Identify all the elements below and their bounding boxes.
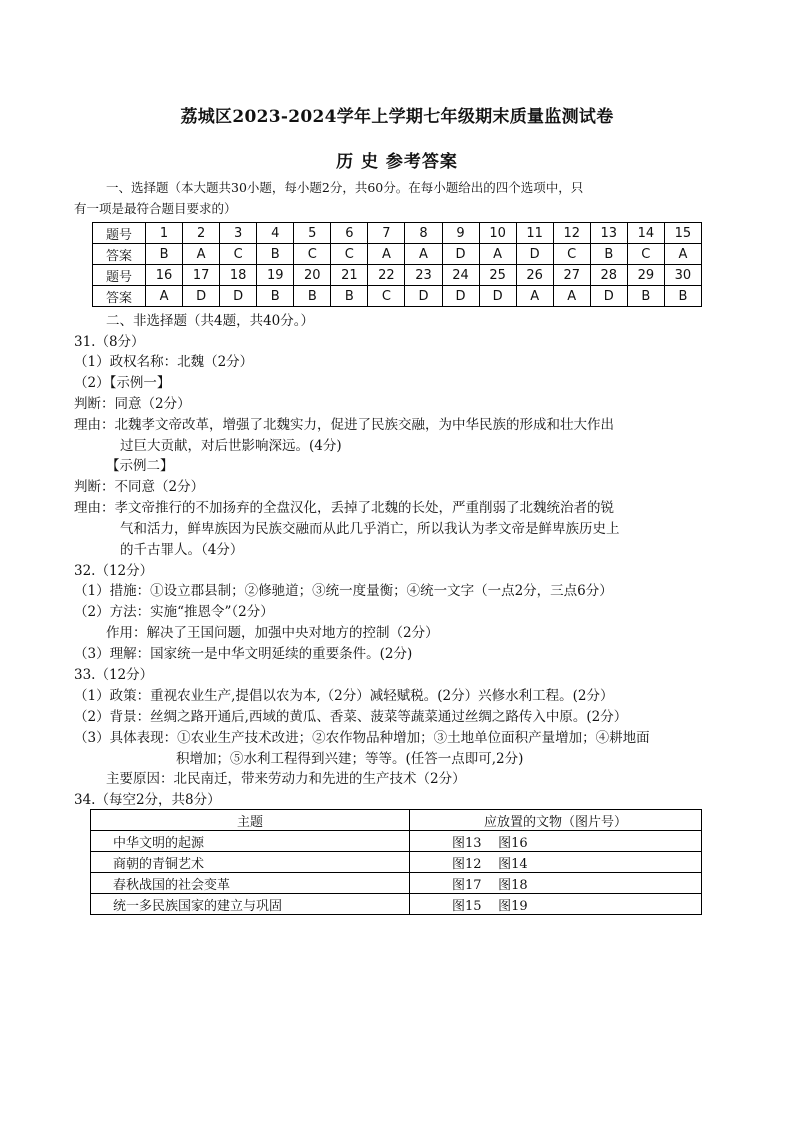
section1-instruction-line1: 一、选择题（本大题共30小题，每小题2分，共60分。在每小题给出的四个选项中，只 [106, 180, 584, 195]
ans-cell: D [220, 286, 257, 307]
ans-cell: A [479, 244, 516, 265]
num-cell: 1 [146, 223, 183, 244]
ans-cell: B [627, 286, 664, 307]
num-cell: 13 [590, 223, 627, 244]
ans-cell: B [331, 286, 368, 307]
question-number-row-2 [93, 265, 702, 286]
num-cell: 19 [257, 265, 294, 286]
ans-cell: D [590, 286, 627, 307]
ans-cell: A [368, 244, 405, 265]
answer-row-2 [93, 286, 702, 307]
num-cell: 15 [664, 223, 701, 244]
artifact-cell: 图12 图14 [410, 852, 702, 873]
q31-reason2-line1: 理由：孝文帝推行的不加扬弃的全盘汉化，丢掉了北魏的长处，严重削弱了北魏统治者的锐 [74, 500, 614, 516]
num-cell: 4 [257, 223, 294, 244]
q34-answer-table [90, 809, 702, 915]
ans-cell: A [183, 244, 220, 265]
num-cell: 6 [331, 223, 368, 244]
q32-part2-effect: 作用：解决了王国问题，加强中央对地方的控制（2分） [106, 625, 439, 641]
ans-cell: C [331, 244, 368, 265]
q33-part3-line2: 积增加；⑤水利工程得到兴建；等等。(任答一点即可,2分) [176, 751, 524, 767]
theme-cell: 中华文明的起源 [91, 831, 410, 852]
q32-part1: （1）措施：①设立郡县制；②修驰道；③统一度量衡；④统一文字（一点2分，三点6分） [74, 583, 613, 599]
q33-part2: （2）背景：丝绸之路开通后,西域的黄瓜、香菜、菠菜等蔬菜通过丝绸之路传入中原。(2分） [74, 709, 628, 725]
q31-part1: （1）政权名称：北魏（2分） [74, 354, 254, 370]
theme-cell: 春秋战国的社会变革 [91, 873, 410, 894]
table-header-row [91, 810, 702, 831]
q31-heading: 31.（8分） [74, 334, 145, 350]
q31-judge2: 判断：不同意（2分） [74, 479, 205, 495]
q31-judge1: 判断：同意（2分） [74, 396, 191, 412]
ans-cell: C [220, 244, 257, 265]
table-row [91, 894, 702, 915]
ans-cell: C [627, 244, 664, 265]
num-cell: 17 [183, 265, 220, 286]
q32-part2: （2）方法：实施“推恩令”（2分） [74, 604, 274, 620]
ans-cell: A [516, 286, 553, 307]
artifact-cell: 图15 图19 [410, 894, 702, 915]
num-cell: 20 [294, 265, 331, 286]
num-cell: 26 [516, 265, 553, 286]
num-cell: 25 [479, 265, 516, 286]
num-cell: 2 [183, 223, 220, 244]
ans-cell: D [516, 244, 553, 265]
q34-heading: 34.（每空2分，共8分） [74, 792, 221, 808]
ans-cell: C [368, 286, 405, 307]
num-cell: 7 [368, 223, 405, 244]
answer-row-1 [93, 244, 702, 265]
num-label-cell: 题号 [93, 223, 146, 244]
q32-part3: （3）理解：国家统一是中华文明延续的重要条件。(2分) [74, 646, 413, 662]
ans-label-cell: 答案 [93, 286, 146, 307]
num-cell: 22 [368, 265, 405, 286]
q33-heading: 33.（12分） [74, 667, 154, 683]
num-cell: 8 [405, 223, 442, 244]
ans-label-cell: 答案 [93, 244, 146, 265]
num-cell: 24 [442, 265, 479, 286]
ans-cell: B [294, 286, 331, 307]
theme-cell: 统一多民族国家的建立与巩固 [91, 894, 410, 915]
ans-cell: D [405, 286, 442, 307]
section1-instruction-line2: 有一项是最符合题目要求的） [74, 201, 237, 216]
num-cell: 21 [331, 265, 368, 286]
theme-cell: 商朝的青铜艺术 [91, 852, 410, 873]
num-cell: 9 [442, 223, 479, 244]
num-cell: 10 [479, 223, 516, 244]
num-cell: 27 [553, 265, 590, 286]
ans-cell: B [146, 244, 183, 265]
ans-cell: A [405, 244, 442, 265]
num-cell: 23 [405, 265, 442, 286]
ans-cell: B [257, 286, 294, 307]
page-subtitle: 历 史 参考答案 [336, 152, 458, 172]
ans-cell: A [664, 244, 701, 265]
num-cell: 28 [590, 265, 627, 286]
multiple-choice-answer-table [92, 222, 702, 307]
num-cell: 5 [294, 223, 331, 244]
table-row [91, 852, 702, 873]
ans-cell: A [146, 286, 183, 307]
num-cell: 29 [627, 265, 664, 286]
num-cell: 16 [146, 265, 183, 286]
section2-heading: 二、非选择题（共4题，共40分。） [106, 313, 315, 329]
num-cell: 3 [220, 223, 257, 244]
q33-part3-line1: （3）具体表现：①农业生产技术改进；②农作物品种增加；③土地单位面积产量增加；④耕地面 [74, 730, 650, 746]
q31-reason1-line1: 理由：北魏孝文帝改革，增强了北魏实力，促进了民族交融，为中华民族的形成和壮大作出 [74, 417, 614, 433]
num-cell: 18 [220, 265, 257, 286]
artifact-cell: 图13 图16 [410, 831, 702, 852]
num-cell: 11 [516, 223, 553, 244]
num-label-cell: 题号 [93, 265, 146, 286]
q32-heading: 32.（12分） [74, 563, 154, 579]
q31-part2: （2）【示例一】 [74, 375, 171, 391]
q31-reason2-line3: 的千古罪人。（4分） [120, 542, 244, 558]
ans-cell: C [553, 244, 590, 265]
page-title: 荔城区2023-2024学年上学期七年级期末质量监测试卷 [180, 107, 614, 127]
artifact-cell: 图17 图18 [410, 873, 702, 894]
num-cell: 30 [664, 265, 701, 286]
ans-cell: A [553, 286, 590, 307]
column-header-theme: 主题 [91, 810, 410, 831]
table-row [91, 831, 702, 852]
ans-cell: B [664, 286, 701, 307]
table-row [91, 873, 702, 894]
q31-reason2-line2: 气和活力，鲜卑族因为民族交融而从此几乎消亡，所以我认为孝文帝是鲜卑族历史上 [120, 521, 620, 537]
question-number-row-1 [93, 223, 702, 244]
ans-cell: D [442, 244, 479, 265]
column-header-artifact: 应放置的文物（图片号） [410, 810, 702, 831]
ans-cell: C [294, 244, 331, 265]
num-cell: 14 [627, 223, 664, 244]
q33-part1: （1）政策：重视农业生产,提倡以农为本,（2分）减轻赋税。(2分）兴修水利工程。(2分） [74, 688, 614, 704]
ans-cell: B [590, 244, 627, 265]
q33-main-reason: 主要原因：北民南迁，带来劳动力和先进的生产技术（2分） [106, 771, 466, 787]
q31-reason1-line2: 过巨大贡献，对后世影响深远。(4分) [120, 438, 342, 454]
ans-cell: D [442, 286, 479, 307]
ans-cell: D [183, 286, 220, 307]
ans-cell: B [257, 244, 294, 265]
ans-cell: D [479, 286, 516, 307]
q31-example2: 【示例二】 [106, 458, 174, 474]
num-cell: 12 [553, 223, 590, 244]
